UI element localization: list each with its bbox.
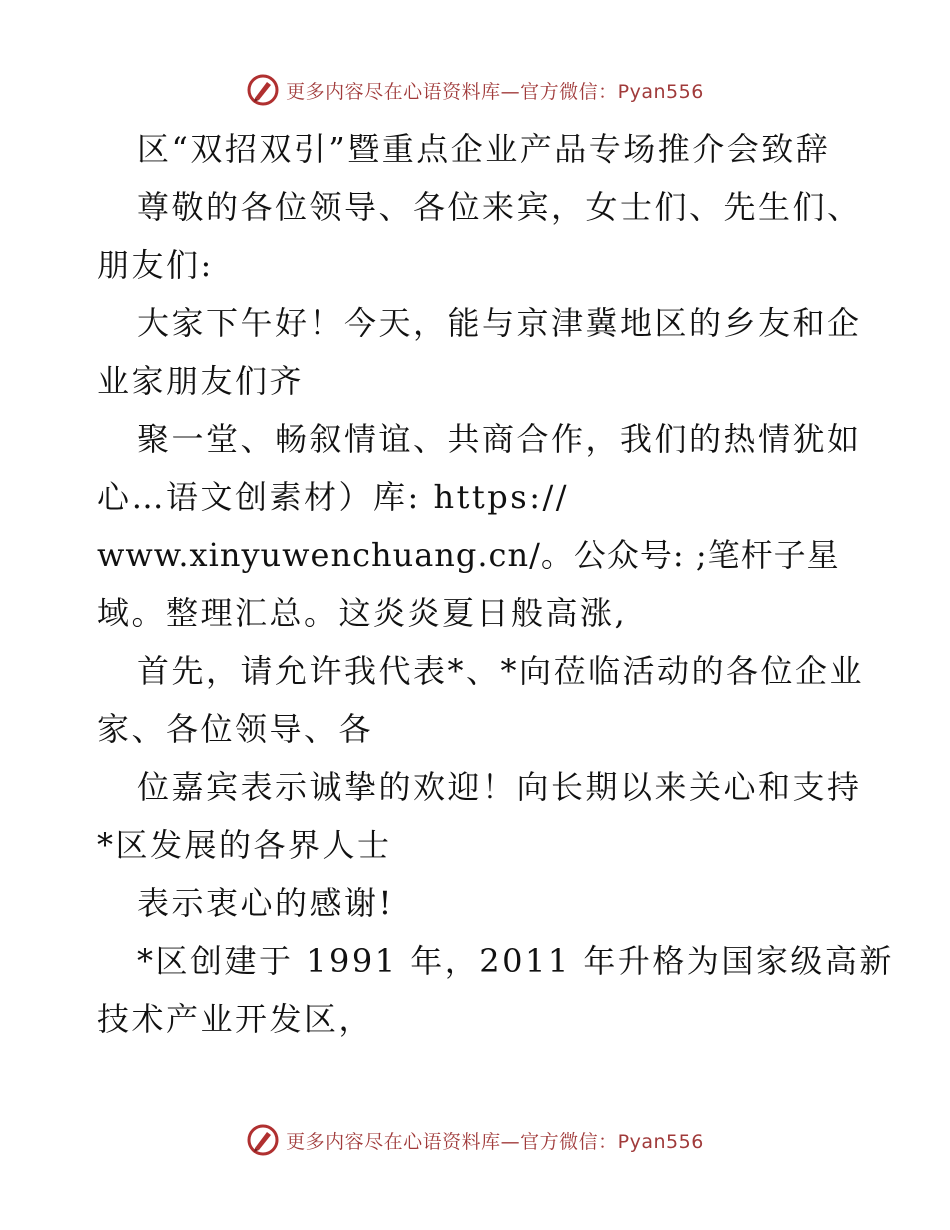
document-line: 聚一堂、畅叙情谊、共商合作，我们的热情犹如 xyxy=(137,420,862,458)
document-line: 位嘉宾表示诚挚的欢迎！向长期以来关心和支持 xyxy=(137,768,862,806)
document-body xyxy=(97,120,894,1048)
document-line: 表示衷心的感谢! xyxy=(137,884,394,922)
footer-banner xyxy=(0,1120,950,1160)
header-banner xyxy=(0,70,950,110)
pen-circle-logo-icon xyxy=(246,73,280,107)
header-banner-text: 更多内容尽在心语资料库—官方微信：Pyan556 xyxy=(286,80,704,103)
document-line: 家、各位领导、各 xyxy=(97,710,374,748)
document-line: www.xinyuwenchuang.cn/。公众号: ;笔杆子星 xyxy=(97,536,840,574)
document-line: *区创建于 1991 年，2011 年升格为国家级高新 xyxy=(137,942,894,980)
document-line: 心…语文创素材）库: https:// xyxy=(97,478,570,516)
document-line: 大家下午好！今天，能与京津冀地区的乡友和企 xyxy=(137,304,862,342)
document-line: 技术产业开发区， xyxy=(97,1000,374,1038)
document-line: 朋友们: xyxy=(97,246,214,284)
document-line: 尊敬的各位领导、各位来宾，女士们、先生们、 xyxy=(137,188,862,226)
document-line: 业家朋友们齐 xyxy=(97,362,305,400)
document-line: 域。整理汇总。这炎炎夏日般高涨, xyxy=(97,594,628,632)
pen-circle-logo-icon xyxy=(246,1123,280,1157)
document-line: 首先，请允许我代表*、*向莅临活动的各位企业 xyxy=(137,652,865,690)
document-line: *区发展的各界人士 xyxy=(97,826,392,864)
footer-banner-text: 更多内容尽在心语资料库—官方微信：Pyan556 xyxy=(286,1130,704,1153)
document-title: 区“双招双引”暨重点企业产品专场推介会致辞 xyxy=(137,130,831,168)
